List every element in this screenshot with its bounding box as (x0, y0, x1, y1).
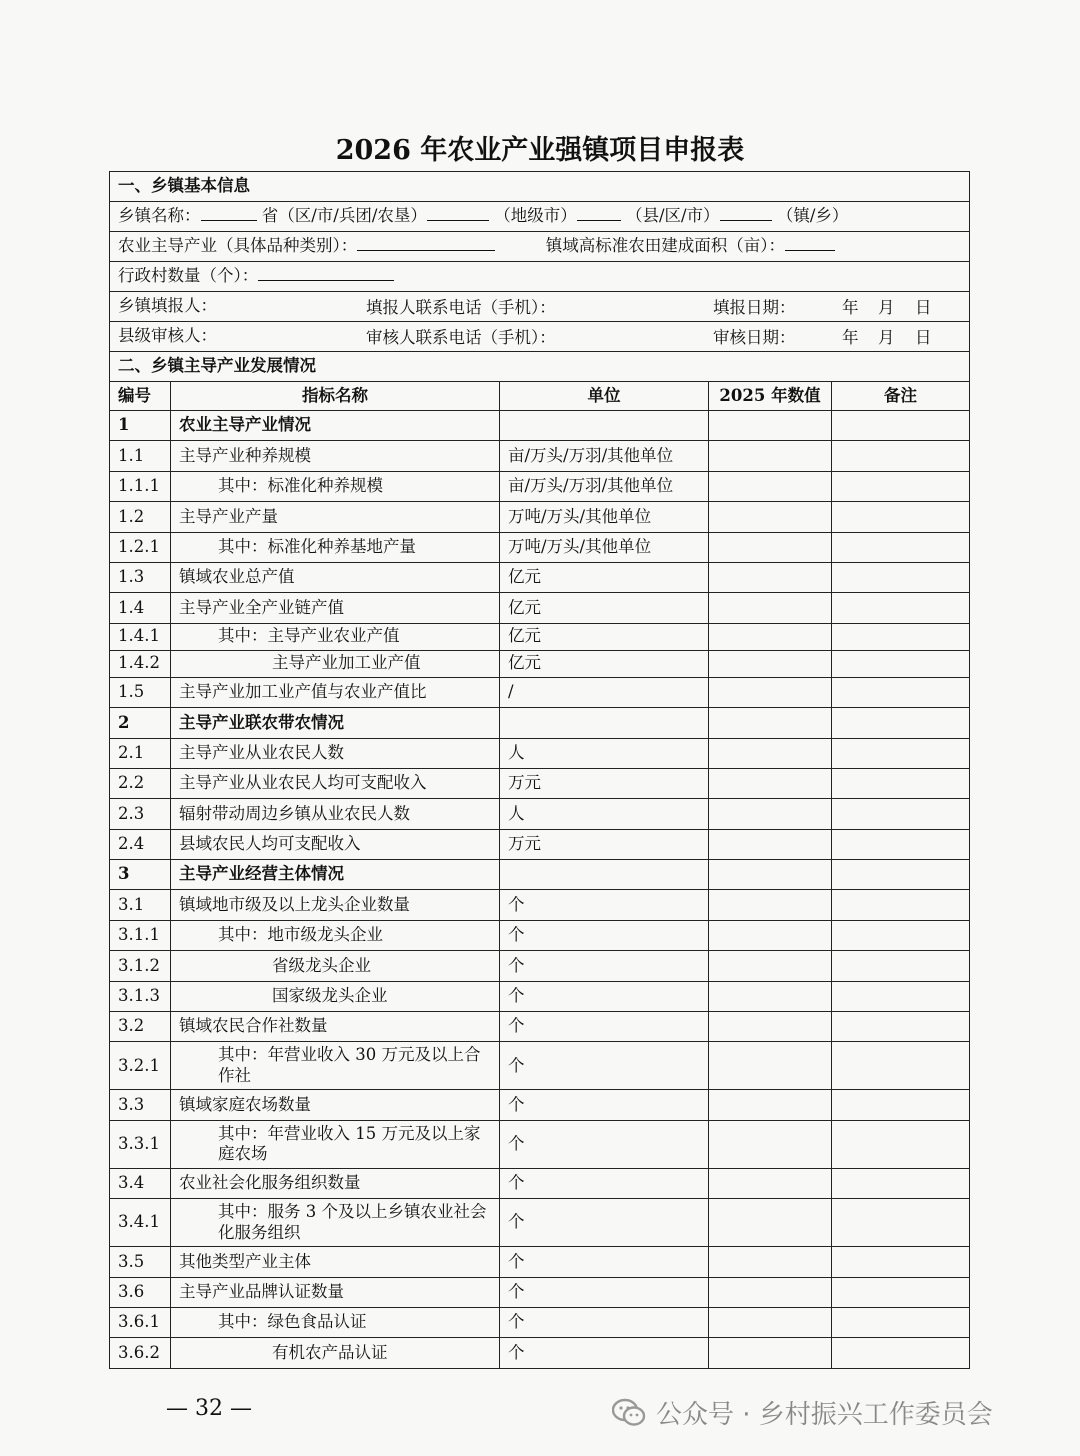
indicator-name: 镇域农业总产值 (171, 562, 500, 592)
remarks-cell[interactable] (832, 1338, 970, 1368)
filler-month: 月 (878, 298, 895, 317)
value-2025-cell[interactable] (709, 1277, 832, 1307)
remarks-cell[interactable] (832, 1120, 970, 1168)
table-row (110, 1199, 970, 1247)
reviewer-date-label: 审核日期： (713, 328, 796, 347)
value-2025-cell[interactable] (709, 1012, 832, 1042)
value-2025-cell[interactable] (709, 677, 832, 707)
reviewer-row (110, 322, 970, 352)
indicator-name: 国家级龙头企业 (171, 981, 500, 1011)
remarks-cell[interactable] (832, 593, 970, 623)
unit: 亩/万头/万羽/其他单位 (500, 471, 709, 501)
unit: 个 (500, 1338, 709, 1368)
row-number: 3 (110, 860, 171, 890)
industry-label: 农业主导产业（具体品种类别）： (118, 236, 358, 256)
town-type-label: （镇/乡） (776, 206, 849, 226)
indicator-name: 有机农产品认证 (171, 1338, 500, 1368)
reviewer-phone-label: 审核人联系电话（手机）： (366, 328, 556, 347)
unit (500, 411, 709, 441)
filler-date-label: 填报日期： (713, 298, 796, 317)
col-header-remarks: 备注 (832, 382, 970, 411)
value-2025-cell[interactable] (709, 411, 832, 441)
indicator-name: 其中：年营业收入 30 万元及以上合作社 (171, 1042, 500, 1090)
value-2025-cell[interactable] (709, 562, 832, 592)
table-row (110, 562, 970, 592)
table-row (110, 1090, 970, 1120)
indicator-name: 农业社会化服务组织数量 (171, 1168, 500, 1198)
unit: 万元 (500, 768, 709, 798)
unit: 亿元 (500, 562, 709, 592)
value-2025-cell[interactable] (709, 768, 832, 798)
table-row (110, 1042, 970, 1090)
industry-blank[interactable] (357, 236, 495, 251)
remarks-cell[interactable] (832, 1199, 970, 1247)
value-2025-cell[interactable] (709, 829, 832, 859)
value-2025-cell[interactable] (709, 593, 832, 623)
remarks-cell[interactable] (832, 860, 970, 890)
unit: 亿元 (500, 650, 709, 677)
watermark (612, 1394, 993, 1431)
villages-blank[interactable] (258, 266, 394, 281)
row-number: 2.1 (110, 738, 171, 768)
indicator-name: 其中：服务 3 个及以上乡镇农业社会化服务组织 (171, 1199, 500, 1247)
villages-label: 行政村数量（个）： (118, 266, 259, 286)
row-number: 2 (110, 708, 171, 738)
row-number: 2.3 (110, 799, 171, 829)
row-number: 3.2 (110, 1012, 171, 1042)
remarks-cell[interactable] (832, 532, 970, 562)
col-header-number: 编号 (110, 382, 171, 411)
table-row (110, 1012, 970, 1042)
table-row (110, 860, 970, 890)
unit: 个 (500, 1307, 709, 1337)
indicator-name: 其他类型产业主体 (171, 1247, 500, 1277)
unit: 个 (500, 1042, 709, 1090)
application-form-table (109, 171, 970, 1369)
indicator-name: 省级龙头企业 (171, 951, 500, 981)
reviewer-day: 日 (915, 328, 932, 347)
value-2025-cell[interactable] (709, 951, 832, 981)
wechat-icon (612, 1398, 646, 1428)
remarks-cell[interactable] (832, 1277, 970, 1307)
value-2025-cell[interactable] (709, 1338, 832, 1368)
unit: 万吨/万头/其他单位 (500, 502, 709, 532)
table-row (110, 951, 970, 981)
row-number: 3.1.1 (110, 920, 171, 950)
unit: 个 (500, 1277, 709, 1307)
value-2025-cell[interactable] (709, 1042, 832, 1090)
row-number: 2.2 (110, 768, 171, 798)
table-row (110, 532, 970, 562)
indicator-name: 其中：标准化种养规模 (171, 471, 500, 501)
value-2025-cell[interactable] (709, 981, 832, 1011)
table-row (110, 1307, 970, 1337)
industry-row (110, 232, 970, 262)
indicator-name: 其中：主导产业农业产值 (171, 623, 500, 650)
remarks-cell[interactable] (832, 562, 970, 592)
col-header-value-2025: 2025 年数值 (709, 382, 832, 411)
remarks-cell[interactable] (832, 441, 970, 471)
row-number: 3.3.1 (110, 1120, 171, 1168)
unit: 人 (500, 799, 709, 829)
row-number: 3.6.2 (110, 1338, 171, 1368)
indicator-name: 主导产业加工业产值与农业产值比 (171, 677, 500, 707)
table-row (110, 708, 970, 738)
table-row (110, 1247, 970, 1277)
indicator-name: 其中：年营业收入 15 万元及以上家庭农场 (171, 1120, 500, 1168)
section2-heading: 二、乡镇主导产业发展情况 (110, 352, 970, 382)
value-2025-cell[interactable] (709, 708, 832, 738)
row-number: 3.4.1 (110, 1199, 171, 1247)
remarks-cell[interactable] (832, 981, 970, 1011)
indicator-name: 镇域家庭农场数量 (171, 1090, 500, 1120)
unit: 个 (500, 1247, 709, 1277)
indicator-name: 农业主导产业情况 (171, 411, 500, 441)
indicator-name: 主导产业产量 (171, 502, 500, 532)
unit: 个 (500, 1120, 709, 1168)
page-number: — 32 — (166, 1396, 252, 1421)
remarks-cell[interactable] (832, 650, 970, 677)
row-number: 1 (110, 411, 171, 441)
indicator-name: 主导产业从业农民人数 (171, 738, 500, 768)
table-row (110, 411, 970, 441)
filler-day: 日 (915, 298, 932, 317)
town-name-row (110, 202, 970, 232)
value-2025-cell[interactable] (709, 471, 832, 501)
section1-heading: 一、乡镇基本信息 (110, 172, 970, 202)
unit: 亿元 (500, 593, 709, 623)
row-number: 3.5 (110, 1247, 171, 1277)
row-number: 1.2 (110, 502, 171, 532)
filler-row (110, 292, 970, 322)
row-number: 1.5 (110, 677, 171, 707)
remarks-cell[interactable] (832, 1090, 970, 1120)
value-2025-cell[interactable] (709, 920, 832, 950)
row-number: 1.3 (110, 562, 171, 592)
remarks-cell[interactable] (832, 1042, 970, 1090)
value-2025-cell[interactable] (709, 1090, 832, 1120)
col-header-indicator: 指标名称 (171, 382, 500, 411)
table-row (110, 677, 970, 707)
indicator-name: 镇域地市级及以上龙头企业数量 (171, 890, 500, 920)
value-2025-cell[interactable] (709, 502, 832, 532)
value-2025-cell[interactable] (709, 1120, 832, 1168)
value-2025-cell[interactable] (709, 1307, 832, 1337)
table-row (110, 768, 970, 798)
remarks-cell[interactable] (832, 799, 970, 829)
table-row (110, 1168, 970, 1198)
form-title: 2026 年农业产业强镇项目申报表 (335, 135, 745, 166)
province-blank[interactable] (427, 206, 489, 221)
indicator-name: 辐射带动周边乡镇从业农民人数 (171, 799, 500, 829)
indicator-name: 主导产业品牌认证数量 (171, 1277, 500, 1307)
row-number: 2.4 (110, 829, 171, 859)
remarks-cell[interactable] (832, 738, 970, 768)
remarks-cell[interactable] (832, 1012, 970, 1042)
watermark-text: 公众号 · 乡村振兴工作委员会 (656, 1400, 993, 1430)
reviewer-year: 年 (842, 328, 859, 347)
indicator-name: 主导产业全产业链产值 (171, 593, 500, 623)
farmland-area-blank[interactable] (785, 236, 835, 251)
table-row (110, 593, 970, 623)
value-2025-cell[interactable] (709, 799, 832, 829)
indicator-name: 主导产业从业农民人均可支配收入 (171, 768, 500, 798)
unit: / (500, 677, 709, 707)
unit: 个 (500, 1090, 709, 1120)
value-2025-cell[interactable] (709, 650, 832, 677)
table-row (110, 650, 970, 677)
unit: 亩/万头/万羽/其他单位 (500, 441, 709, 471)
row-number: 3.1 (110, 890, 171, 920)
remarks-cell[interactable] (832, 768, 970, 798)
unit: 万元 (500, 829, 709, 859)
row-number: 1.4 (110, 593, 171, 623)
table-row (110, 920, 970, 950)
row-number: 3.2.1 (110, 1042, 171, 1090)
remarks-cell[interactable] (832, 920, 970, 950)
unit: 亿元 (500, 623, 709, 650)
reviewer-label: 县级审核人： (118, 326, 217, 346)
filler-phone-label: 填报人联系电话（手机）： (366, 298, 556, 317)
remarks-cell[interactable] (832, 1247, 970, 1277)
value-2025-cell[interactable] (709, 1199, 832, 1247)
row-number: 1.1 (110, 441, 171, 471)
table-row (110, 829, 970, 859)
remarks-cell[interactable] (832, 502, 970, 532)
filler-label: 乡镇填报人： (118, 296, 217, 316)
table-row (110, 1120, 970, 1168)
unit: 个 (500, 1012, 709, 1042)
table-header-row (110, 382, 970, 411)
unit: 人 (500, 738, 709, 768)
remarks-cell[interactable] (832, 471, 970, 501)
value-2025-cell[interactable] (709, 623, 832, 650)
farmland-area-label: 镇域高标准农田建成面积（亩）： (545, 236, 785, 256)
value-2025-cell[interactable] (709, 860, 832, 890)
value-2025-cell[interactable] (709, 441, 832, 471)
filler-year: 年 (842, 298, 859, 317)
table-row (110, 890, 970, 920)
unit: 个 (500, 1199, 709, 1247)
villages-row (110, 262, 970, 292)
row-number: 1.4.1 (110, 623, 171, 650)
table-row (110, 502, 970, 532)
unit: 个 (500, 981, 709, 1011)
row-number: 1.4.2 (110, 650, 171, 677)
indicator-name: 镇域农民合作社数量 (171, 1012, 500, 1042)
table-row (110, 441, 970, 471)
indicator-name: 其中：标准化种养基地产量 (171, 532, 500, 562)
table-row (110, 623, 970, 650)
value-2025-cell[interactable] (709, 1247, 832, 1277)
remarks-cell[interactable] (832, 411, 970, 441)
unit: 个 (500, 890, 709, 920)
indicator-name: 主导产业联农带农情况 (171, 708, 500, 738)
remarks-cell[interactable] (832, 1168, 970, 1198)
county-label: （县/区/市） (625, 206, 720, 226)
province-label: 省（区/市/兵团/农垦） (261, 206, 427, 226)
table-row (110, 1338, 970, 1368)
remarks-cell[interactable] (832, 1307, 970, 1337)
value-2025-cell[interactable] (709, 890, 832, 920)
value-2025-cell[interactable] (709, 532, 832, 562)
county-blank[interactable] (720, 206, 772, 221)
table-row (110, 981, 970, 1011)
unit (500, 860, 709, 890)
value-2025-cell[interactable] (709, 738, 832, 768)
unit: 个 (500, 1168, 709, 1198)
reviewer-month: 月 (878, 328, 895, 347)
table-row (110, 799, 970, 829)
town-name-blank[interactable] (201, 206, 257, 221)
row-number: 3.3 (110, 1090, 171, 1120)
indicator-name: 主导产业种养规模 (171, 441, 500, 471)
unit: 万吨/万头/其他单位 (500, 532, 709, 562)
row-number: 3.1.2 (110, 951, 171, 981)
remarks-cell[interactable] (832, 623, 970, 650)
indicator-name: 县域农民人均可支配收入 (171, 829, 500, 859)
row-number: 3.1.3 (110, 981, 171, 1011)
remarks-cell[interactable] (832, 708, 970, 738)
row-number: 1.2.1 (110, 532, 171, 562)
unit (500, 708, 709, 738)
indicator-name: 主导产业加工业产值 (171, 650, 500, 677)
city-label: （地级市） (494, 206, 577, 226)
table-row (110, 738, 970, 768)
value-2025-cell[interactable] (709, 1168, 832, 1198)
indicator-name: 其中：绿色食品认证 (171, 1307, 500, 1337)
indicator-name: 主导产业经营主体情况 (171, 860, 500, 890)
row-number: 3.6 (110, 1277, 171, 1307)
table-row (110, 1277, 970, 1307)
indicator-name: 其中：地市级龙头企业 (171, 920, 500, 950)
unit: 个 (500, 951, 709, 981)
row-number: 3.4 (110, 1168, 171, 1198)
city-blank[interactable] (577, 206, 621, 221)
row-number: 3.6.1 (110, 1307, 171, 1337)
table-row (110, 471, 970, 501)
remarks-cell[interactable] (832, 677, 970, 707)
unit: 个 (500, 920, 709, 950)
remarks-cell[interactable] (832, 951, 970, 981)
town-name-label: 乡镇名称： (118, 206, 201, 226)
row-number: 1.1.1 (110, 471, 171, 501)
col-header-unit: 单位 (500, 382, 709, 411)
remarks-cell[interactable] (832, 829, 970, 859)
remarks-cell[interactable] (832, 890, 970, 920)
